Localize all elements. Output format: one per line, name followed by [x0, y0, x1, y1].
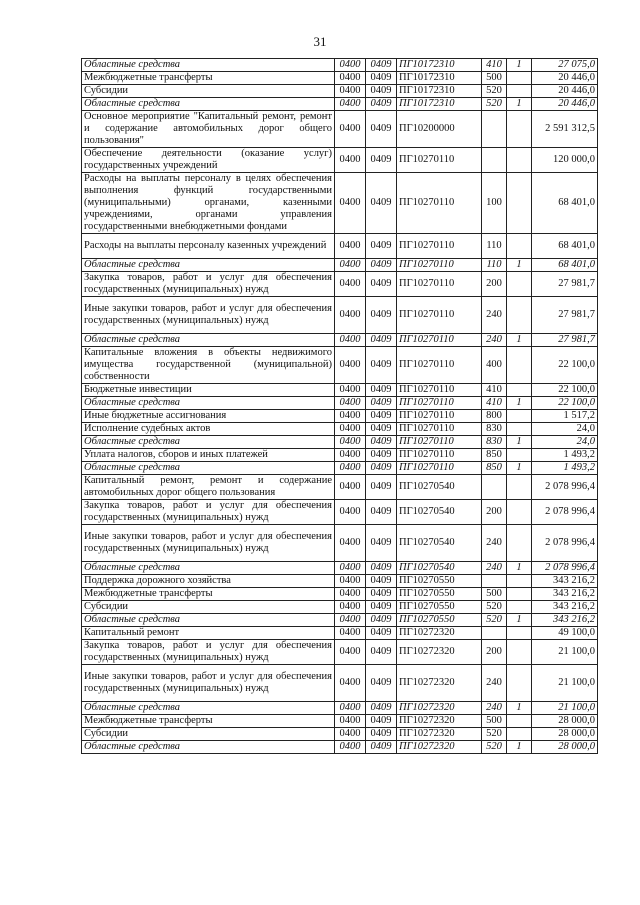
row-podrazdel-cell: 0409: [366, 334, 397, 347]
row-kosgu-cell: [507, 423, 532, 436]
row-podrazdel-cell: 0409: [366, 410, 397, 423]
row-kosgu-cell: 1: [507, 614, 532, 627]
table-row: [82, 462, 598, 475]
row-razdel-cell: 0400: [335, 234, 366, 259]
row-podrazdel-cell: 0409: [366, 384, 397, 397]
row-kosgu-cell: 1: [507, 702, 532, 715]
row-kosgu-cell: [507, 384, 532, 397]
table-row: [82, 59, 598, 72]
row-name-cell: Областные средства: [82, 98, 335, 111]
row-sum-cell: 1 517,2: [532, 410, 598, 423]
row-vr-cell: 520: [482, 601, 507, 614]
row-vr-cell: [482, 148, 507, 173]
row-kosgu-cell: 1: [507, 741, 532, 754]
row-podrazdel-cell: 0409: [366, 640, 397, 665]
row-csr-cell: ПГ10270110: [397, 436, 482, 449]
table-row: [82, 234, 598, 259]
row-vr-cell: 830: [482, 423, 507, 436]
row-podrazdel-cell: 0409: [366, 715, 397, 728]
row-kosgu-cell: [507, 297, 532, 334]
row-sum-cell: 28 000,0: [532, 741, 598, 754]
table-row: [82, 475, 598, 500]
table-row: [82, 347, 598, 384]
row-name-cell: Расходы на выплаты персоналу в целях обеспечения выполнения функций государственными (муниципальными) органами, казенными учреждениями, органами управления государственными внебюджетными фондами: [82, 173, 335, 234]
row-name-cell: Межбюджетные трансферты: [82, 715, 335, 728]
row-csr-cell: ПГ10270110: [397, 347, 482, 384]
row-razdel-cell: 0400: [335, 449, 366, 462]
row-csr-cell: ПГ10270110: [397, 234, 482, 259]
table-row: [82, 410, 598, 423]
table-row: [82, 665, 598, 702]
row-name-cell: Областные средства: [82, 614, 335, 627]
row-csr-cell: ПГ10270540: [397, 562, 482, 575]
row-csr-cell: ПГ10270540: [397, 525, 482, 562]
row-podrazdel-cell: 0409: [366, 702, 397, 715]
row-razdel-cell: 0400: [335, 347, 366, 384]
row-name-cell: Областные средства: [82, 436, 335, 449]
page-number: 31: [313, 34, 327, 49]
row-vr-cell: 850: [482, 462, 507, 475]
row-csr-cell: ПГ10270110: [397, 410, 482, 423]
row-podrazdel-cell: 0409: [366, 627, 397, 640]
table-row: [82, 334, 598, 347]
row-name-cell: Областные средства: [82, 334, 335, 347]
table-row: [82, 111, 598, 148]
row-csr-cell: ПГ10172310: [397, 85, 482, 98]
table-row: [82, 627, 598, 640]
row-sum-cell: 27 981,7: [532, 334, 598, 347]
table-row: [82, 575, 598, 588]
row-csr-cell: ПГ10272320: [397, 665, 482, 702]
row-kosgu-cell: 1: [507, 334, 532, 347]
row-kosgu-cell: 1: [507, 59, 532, 72]
row-csr-cell: ПГ10270540: [397, 475, 482, 500]
row-vr-cell: 410: [482, 59, 507, 72]
row-razdel-cell: 0400: [335, 85, 366, 98]
row-csr-cell: ПГ10270110: [397, 462, 482, 475]
row-vr-cell: [482, 575, 507, 588]
row-podrazdel-cell: 0409: [366, 449, 397, 462]
row-sum-cell: 2 591 312,5: [532, 111, 598, 148]
row-kosgu-cell: [507, 173, 532, 234]
row-sum-cell: 2 078 996,4: [532, 525, 598, 562]
row-sum-cell: 1 493,2: [532, 462, 598, 475]
table-row: [82, 614, 598, 627]
row-razdel-cell: 0400: [335, 59, 366, 72]
row-vr-cell: 200: [482, 272, 507, 297]
row-vr-cell: 240: [482, 525, 507, 562]
row-razdel-cell: 0400: [335, 525, 366, 562]
row-podrazdel-cell: 0409: [366, 272, 397, 297]
row-vr-cell: 500: [482, 715, 507, 728]
row-name-cell: Субсидии: [82, 728, 335, 741]
row-csr-cell: ПГ10270110: [397, 423, 482, 436]
row-vr-cell: 800: [482, 410, 507, 423]
row-podrazdel-cell: 0409: [366, 575, 397, 588]
row-name-cell: Субсидии: [82, 85, 335, 98]
row-vr-cell: 110: [482, 234, 507, 259]
row-sum-cell: 343 216,2: [532, 588, 598, 601]
row-csr-cell: ПГ10270110: [397, 397, 482, 410]
row-vr-cell: 100: [482, 173, 507, 234]
row-vr-cell: 520: [482, 728, 507, 741]
row-name-cell: Расходы на выплаты персоналу казенных учреждений: [82, 234, 335, 259]
row-kosgu-cell: [507, 500, 532, 525]
row-razdel-cell: 0400: [335, 715, 366, 728]
row-podrazdel-cell: 0409: [366, 173, 397, 234]
row-razdel-cell: 0400: [335, 640, 366, 665]
row-razdel-cell: 0400: [335, 272, 366, 297]
row-csr-cell: ПГ10272320: [397, 715, 482, 728]
row-sum-cell: 343 216,2: [532, 601, 598, 614]
row-podrazdel-cell: 0409: [366, 297, 397, 334]
row-name-cell: Основное мероприятие "Капитальный ремонт, ремонт и содержание автомобильных дорог общего пользования": [82, 111, 335, 148]
table-row: [82, 715, 598, 728]
row-sum-cell: 21 100,0: [532, 665, 598, 702]
row-name-cell: Субсидии: [82, 601, 335, 614]
row-kosgu-cell: [507, 85, 532, 98]
row-kosgu-cell: [507, 72, 532, 85]
row-csr-cell: ПГ10270550: [397, 601, 482, 614]
row-name-cell: Иные закупки товаров, работ и услуг для обеспечения государственных (муниципальных) нужд: [82, 665, 335, 702]
row-vr-cell: [482, 111, 507, 148]
row-podrazdel-cell: 0409: [366, 436, 397, 449]
row-name-cell: Областные средства: [82, 59, 335, 72]
row-razdel-cell: 0400: [335, 575, 366, 588]
row-kosgu-cell: 1: [507, 98, 532, 111]
row-kosgu-cell: [507, 475, 532, 500]
table-row: [82, 741, 598, 754]
row-csr-cell: ПГ10272320: [397, 640, 482, 665]
row-kosgu-cell: [507, 272, 532, 297]
budget-table-body: [82, 59, 598, 754]
row-vr-cell: 520: [482, 614, 507, 627]
row-name-cell: Капитальный ремонт, ремонт и содержание автомобильных дорог общего пользования: [82, 475, 335, 500]
row-name-cell: Областные средства: [82, 397, 335, 410]
row-podrazdel-cell: 0409: [366, 234, 397, 259]
row-csr-cell: ПГ10270110: [397, 384, 482, 397]
row-vr-cell: 410: [482, 397, 507, 410]
row-name-cell: Областные средства: [82, 562, 335, 575]
row-csr-cell: ПГ10270110: [397, 173, 482, 234]
table-row: [82, 297, 598, 334]
row-podrazdel-cell: 0409: [366, 148, 397, 173]
row-sum-cell: 2 078 996,4: [532, 562, 598, 575]
row-kosgu-cell: [507, 449, 532, 462]
table-row: [82, 423, 598, 436]
row-sum-cell: 2 078 996,4: [532, 500, 598, 525]
row-csr-cell: ПГ10270110: [397, 297, 482, 334]
row-sum-cell: 68 401,0: [532, 173, 598, 234]
row-kosgu-cell: [507, 111, 532, 148]
row-name-cell: Областные средства: [82, 702, 335, 715]
row-podrazdel-cell: 0409: [366, 111, 397, 148]
row-name-cell: Областные средства: [82, 462, 335, 475]
row-sum-cell: 2 078 996,4: [532, 475, 598, 500]
row-csr-cell: ПГ10270110: [397, 148, 482, 173]
row-sum-cell: 28 000,0: [532, 715, 598, 728]
row-name-cell: Иные закупки товаров, работ и услуг для обеспечения государственных (муниципальных) нужд: [82, 525, 335, 562]
row-name-cell: Капитальные вложения в объекты недвижимого имущества государственной (муниципальной) собственности: [82, 347, 335, 384]
table-row: [82, 384, 598, 397]
table-row: [82, 85, 598, 98]
row-name-cell: Закупка товаров, работ и услуг для обеспечения государственных (муниципальных) нужд: [82, 272, 335, 297]
row-sum-cell: 27 981,7: [532, 297, 598, 334]
table-row: [82, 640, 598, 665]
row-kosgu-cell: 1: [507, 436, 532, 449]
row-csr-cell: ПГ10270550: [397, 614, 482, 627]
table-row: [82, 449, 598, 462]
table-row: [82, 397, 598, 410]
row-razdel-cell: 0400: [335, 475, 366, 500]
row-name-cell: Исполнение судебных актов: [82, 423, 335, 436]
row-csr-cell: ПГ10172310: [397, 72, 482, 85]
row-sum-cell: 343 216,2: [532, 575, 598, 588]
row-sum-cell: 22 100,0: [532, 384, 598, 397]
row-csr-cell: ПГ10272320: [397, 741, 482, 754]
row-name-cell: Бюджетные инвестиции: [82, 384, 335, 397]
row-vr-cell: 520: [482, 85, 507, 98]
row-sum-cell: 49 100,0: [532, 627, 598, 640]
row-sum-cell: 27 075,0: [532, 59, 598, 72]
row-razdel-cell: 0400: [335, 728, 366, 741]
row-podrazdel-cell: 0409: [366, 72, 397, 85]
table-row: [82, 259, 598, 272]
row-razdel-cell: 0400: [335, 148, 366, 173]
row-podrazdel-cell: 0409: [366, 601, 397, 614]
row-podrazdel-cell: 0409: [366, 525, 397, 562]
row-csr-cell: ПГ10272320: [397, 627, 482, 640]
row-sum-cell: 27 981,7: [532, 272, 598, 297]
table-row: [82, 500, 598, 525]
row-vr-cell: [482, 627, 507, 640]
row-podrazdel-cell: 0409: [366, 347, 397, 384]
row-sum-cell: 24,0: [532, 436, 598, 449]
row-podrazdel-cell: 0409: [366, 665, 397, 702]
row-razdel-cell: 0400: [335, 297, 366, 334]
row-razdel-cell: 0400: [335, 588, 366, 601]
row-name-cell: Закупка товаров, работ и услуг для обеспечения государственных (муниципальных) нужд: [82, 640, 335, 665]
row-kosgu-cell: 1: [507, 562, 532, 575]
table-row: [82, 148, 598, 173]
row-podrazdel-cell: 0409: [366, 423, 397, 436]
table-row: [82, 525, 598, 562]
row-podrazdel-cell: 0409: [366, 728, 397, 741]
row-name-cell: Поддержка дорожного хозяйства: [82, 575, 335, 588]
row-razdel-cell: 0400: [335, 627, 366, 640]
row-vr-cell: 520: [482, 741, 507, 754]
row-kosgu-cell: [507, 640, 532, 665]
row-vr-cell: 240: [482, 562, 507, 575]
row-csr-cell: ПГ10270550: [397, 575, 482, 588]
row-csr-cell: ПГ10270110: [397, 334, 482, 347]
row-vr-cell: [482, 475, 507, 500]
row-name-cell: Межбюджетные трансферты: [82, 588, 335, 601]
row-podrazdel-cell: 0409: [366, 614, 397, 627]
row-sum-cell: 120 000,0: [532, 148, 598, 173]
row-kosgu-cell: [507, 234, 532, 259]
row-kosgu-cell: [507, 148, 532, 173]
row-podrazdel-cell: 0409: [366, 562, 397, 575]
table-row: [82, 72, 598, 85]
row-csr-cell: ПГ10272320: [397, 702, 482, 715]
row-csr-cell: ПГ10272320: [397, 728, 482, 741]
row-podrazdel-cell: 0409: [366, 588, 397, 601]
table-row: [82, 436, 598, 449]
table-row: [82, 562, 598, 575]
row-razdel-cell: 0400: [335, 98, 366, 111]
row-sum-cell: 68 401,0: [532, 259, 598, 272]
row-csr-cell: ПГ10270540: [397, 500, 482, 525]
row-vr-cell: 110: [482, 259, 507, 272]
row-kosgu-cell: [507, 601, 532, 614]
row-razdel-cell: 0400: [335, 334, 366, 347]
row-vr-cell: 400: [482, 347, 507, 384]
row-sum-cell: 68 401,0: [532, 234, 598, 259]
row-name-cell: Закупка товаров, работ и услуг для обеспечения государственных (муниципальных) нужд: [82, 500, 335, 525]
row-kosgu-cell: [507, 575, 532, 588]
row-kosgu-cell: [507, 410, 532, 423]
row-kosgu-cell: 1: [507, 259, 532, 272]
row-podrazdel-cell: 0409: [366, 98, 397, 111]
row-sum-cell: 20 446,0: [532, 72, 598, 85]
row-sum-cell: 22 100,0: [532, 397, 598, 410]
row-razdel-cell: 0400: [335, 111, 366, 148]
row-csr-cell: ПГ10172310: [397, 98, 482, 111]
row-razdel-cell: 0400: [335, 259, 366, 272]
row-sum-cell: 1 493,2: [532, 449, 598, 462]
table-row: [82, 728, 598, 741]
row-podrazdel-cell: 0409: [366, 59, 397, 72]
row-sum-cell: 28 000,0: [532, 728, 598, 741]
row-razdel-cell: 0400: [335, 72, 366, 85]
row-name-cell: Иные бюджетные ассигнования: [82, 410, 335, 423]
row-podrazdel-cell: 0409: [366, 741, 397, 754]
row-razdel-cell: 0400: [335, 410, 366, 423]
row-vr-cell: 500: [482, 72, 507, 85]
row-kosgu-cell: [507, 728, 532, 741]
row-razdel-cell: 0400: [335, 423, 366, 436]
row-csr-cell: ПГ10200000: [397, 111, 482, 148]
budget-table: [81, 58, 598, 754]
table-row: [82, 272, 598, 297]
row-name-cell: Межбюджетные трансферты: [82, 72, 335, 85]
row-sum-cell: 21 100,0: [532, 640, 598, 665]
row-kosgu-cell: [507, 347, 532, 384]
row-sum-cell: 20 446,0: [532, 98, 598, 111]
row-kosgu-cell: 1: [507, 462, 532, 475]
row-sum-cell: 24,0: [532, 423, 598, 436]
row-vr-cell: 240: [482, 297, 507, 334]
row-vr-cell: 410: [482, 384, 507, 397]
row-podrazdel-cell: 0409: [366, 85, 397, 98]
row-csr-cell: ПГ10270110: [397, 259, 482, 272]
row-vr-cell: 520: [482, 98, 507, 111]
row-kosgu-cell: [507, 525, 532, 562]
row-razdel-cell: 0400: [335, 173, 366, 234]
row-vr-cell: 200: [482, 640, 507, 665]
row-razdel-cell: 0400: [335, 500, 366, 525]
row-kosgu-cell: [507, 627, 532, 640]
row-name-cell: Областные средства: [82, 741, 335, 754]
row-vr-cell: 500: [482, 588, 507, 601]
row-csr-cell: ПГ10172310: [397, 59, 482, 72]
row-razdel-cell: 0400: [335, 384, 366, 397]
row-razdel-cell: 0400: [335, 436, 366, 449]
row-vr-cell: 240: [482, 334, 507, 347]
row-razdel-cell: 0400: [335, 462, 366, 475]
table-row: [82, 98, 598, 111]
row-razdel-cell: 0400: [335, 741, 366, 754]
row-vr-cell: 200: [482, 500, 507, 525]
row-razdel-cell: 0400: [335, 614, 366, 627]
row-podrazdel-cell: 0409: [366, 397, 397, 410]
row-podrazdel-cell: 0409: [366, 500, 397, 525]
row-sum-cell: 22 100,0: [532, 347, 598, 384]
row-csr-cell: ПГ10270110: [397, 272, 482, 297]
row-razdel-cell: 0400: [335, 665, 366, 702]
row-name-cell: Областные средства: [82, 259, 335, 272]
row-sum-cell: 343 216,2: [532, 614, 598, 627]
row-razdel-cell: 0400: [335, 601, 366, 614]
row-vr-cell: 830: [482, 436, 507, 449]
row-name-cell: Иные закупки товаров, работ и услуг для обеспечения государственных (муниципальных) нужд: [82, 297, 335, 334]
table-row: [82, 601, 598, 614]
table-row: [82, 173, 598, 234]
row-name-cell: Уплата налогов, сборов и иных платежей: [82, 449, 335, 462]
row-podrazdel-cell: 0409: [366, 259, 397, 272]
table-row: [82, 588, 598, 601]
row-kosgu-cell: [507, 715, 532, 728]
row-csr-cell: ПГ10270550: [397, 588, 482, 601]
table-row: [82, 702, 598, 715]
row-name-cell: Капитальный ремонт: [82, 627, 335, 640]
row-kosgu-cell: [507, 588, 532, 601]
row-kosgu-cell: [507, 665, 532, 702]
row-kosgu-cell: 1: [507, 397, 532, 410]
row-sum-cell: 21 100,0: [532, 702, 598, 715]
row-razdel-cell: 0400: [335, 562, 366, 575]
row-vr-cell: 240: [482, 702, 507, 715]
row-razdel-cell: 0400: [335, 397, 366, 410]
row-csr-cell: ПГ10270110: [397, 449, 482, 462]
row-vr-cell: 850: [482, 449, 507, 462]
row-sum-cell: 20 446,0: [532, 85, 598, 98]
row-razdel-cell: 0400: [335, 702, 366, 715]
row-name-cell: Обеспечение деятельности (оказание услуг) государственных учреждений: [82, 148, 335, 173]
row-vr-cell: 240: [482, 665, 507, 702]
row-podrazdel-cell: 0409: [366, 462, 397, 475]
row-podrazdel-cell: 0409: [366, 475, 397, 500]
